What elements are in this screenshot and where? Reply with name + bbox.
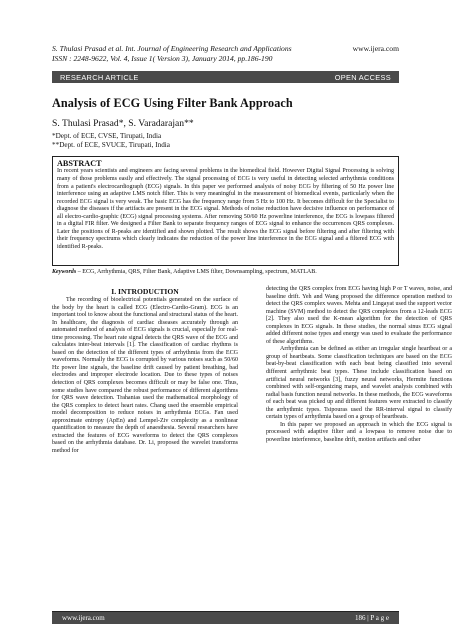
page-footer <box>52 612 399 624</box>
citation-block <box>52 44 352 63</box>
intro-paragraph-2: detecting the QRS complex from ECG having high P or T waves, noise, and baseline drift. Yeh and Wang proposed the difference operation method to detect the QRS complex waves. Mehta and Lingayat used the support vector machine (SVM) method to detect the QRS complexes from a 12-leads ECG [2]. They also used the K-mean algorithm for the detection of QRS complexes in ECG signals. In these studies, the normal sinus ECG signal added different noise types and energy was used to evaluate the performance of these algorithms. <box>266 286 452 345</box>
keywords-line <box>52 268 399 276</box>
abstract-box <box>52 156 399 266</box>
paper-authors: S. Thulasi Prasad*, S. Varadarajan** <box>52 118 194 129</box>
affiliation-1: *Dept. of ECE, CVSE, Tirupati, India <box>52 132 162 140</box>
article-type-banner <box>52 71 399 83</box>
header-url-link[interactable]: www.ijera.com <box>352 44 399 53</box>
keywords-label: Keywords <box>52 269 77 275</box>
citation-line-1: S. Thulasi Prasad et al. Int. Journal of Engineering Research and Applications <box>52 44 292 53</box>
citation-line-2: ISSN : 2248-9622, Vol. 4, Issue 1( Version 3), January 2014, pp.186-190 <box>52 53 273 63</box>
right-text-column <box>266 286 452 444</box>
intro-paragraph-3: Arrhythmia can be defined as either an irregular single heartbeat or a group of heartbeats. Some classification techniques are based on the ECG beat-by-beat classification with each beat being classified into several different arrhythmic beat types. These include classification based on artificial neural networks [3], fuzzy neural networks, Hermite functions combined with self-organizing maps, and wavelet analysis combined with radial basis function neural networks. In these methods, the ECG waveforms of each beat was picked up and different features were extracted to classify the arrhythmic types. Tsipouras used the RR-interval signal to classify certain types of arrhythmia based on a group of heartbeats. <box>266 346 452 421</box>
intro-paragraph-4: In this paper we proposed an approach in which the ECG signal is processed with adaptive filter and a lowpass to remove noise due to powerline interference, baseline drift, motion artifacts and other <box>266 421 452 443</box>
paper-title: Analysis of ECG Using Filter Bank Approach <box>52 96 293 110</box>
page-number: 186 | P a g e <box>355 614 389 622</box>
abstract-text: In recent years scientists and engineers are facing several problems in the biomedical field. However Digital Signal Processing is solving many of those problems easily and effectively. The signal processing of ECG is very useful in detecting selected arrhythmia conditions from a patient's electrocardiograph (ECG) signals. In this paper we performed analysis of noisy ECG by filtering of 50 Hz power line interference using an adaptive LMS notch filter. This is very meaningful in the measurement of biomedical events, particularly when the recorded ECG signal is very weak. The basic ECG has the frequency range from 5 Hz to 100 Hz. It becomes difficult for the Specialist to diagnose the diseases if the artifacts are present in the ECG signal. Methods of noise reduction have decisive influence on performance of all electro-cardio-graphic (ECG) signal processing systems. After removing 50/60 Hz powerline interference, the ECG is lowpass filtered in a digital FIR filter. We designed a Filter Bank to separate frequency ranges of ECG signal to enhance the occurrences QRS complexes. Later the positions of R-peaks are identified and shown plotted. The result shows the ECG signal before filtering and after filtering with their frequency spectrums which clearly indicates the reduction of the power line interference in the ECG signal and a filtered ECG with identified R-peaks. <box>57 168 394 250</box>
affiliation-2: **Dept. of ECE, SVUCE, Tirupati, India <box>52 141 170 149</box>
article-type-label: RESEARCH ARTICLE <box>60 72 139 82</box>
open-access-label: OPEN ACCESS <box>334 72 391 82</box>
abstract-heading: ABSTRACT <box>57 159 102 168</box>
section-heading-introduction: I. INTRODUCTION <box>111 287 179 296</box>
keywords-list: – ECG, Arrhythmia, QRS, Filter Bank, Adaptive LMS filter, Downsampling, spectrum, MATLAB. <box>76 269 317 275</box>
footer-url-link[interactable]: www.ijera.com <box>62 614 105 622</box>
left-text-column <box>52 287 238 455</box>
intro-paragraph-1: The recording of bioelectrical potentials generated on the surface of the body by the heart is called ECG (Electro-Cardio-Gram). ECG is an important tool to know about the functional and structural status of the heart. In healthcare, the diagnosis of cardiac diseases accurately through an automated method of analysis of ECG signals is crucial, especially for real-time processing. The heart rate signal detects the QRS wave of the ECG and calculates inter-beat intervals [1]. The classification of cardiac rhythms is based on the detection of the different types of arrhythmia from the ECG waveforms. Normally the ECG is corrupted by various noises such as 50/60 Hz power line signals, the baseline drift caused by patient breathing, bad electrodes and improper electrode location. Due to these types of noises detection of QRS complexes becomes difficult or may be false one. Thus, some studies have compared the robust performance of different algorithms for QRS wave detection. Trahanias used the mathematical morphology of the QRS complex to detect heart rates. Chang used the ensemble empirical model decomposition to reduce noises in arrhythmia ECGs. Fan used approximate entropy (ApEn) and Lempel-Ziv complexity as a nonlinear quantification to measure the depth of anaesthesia. Several researchers have extracted the features of ECG waveforms to detect the QRS complexes based on the arrhythmia database. Dr. Li, proposed the wavelet transforms method for <box>52 297 238 454</box>
